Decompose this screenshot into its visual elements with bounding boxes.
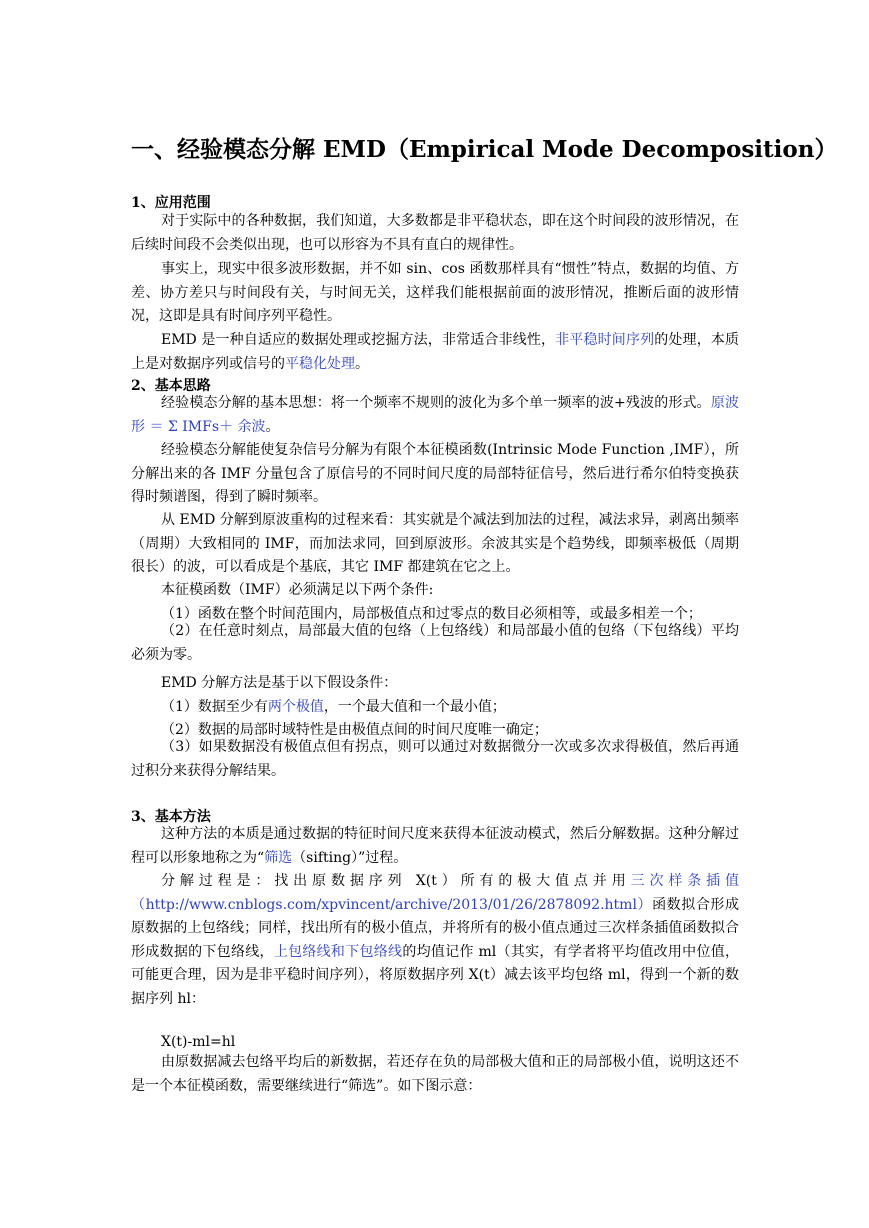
link-formula-imfs[interactable]: 原波形 ＝ Σ IMFs＋ 余波 (131, 395, 740, 435)
paragraph-text: 的均值记作 ml（其实，有学者将平均值改用中位值，可能更合理，因为是非平稳时间序列），将原数据序列 X(t）减去该平均包络 ml，得到一个新的数据序列 hl： (131, 943, 740, 1007)
assumption-text: ，一个最大值和一个最小值； (323, 699, 506, 715)
paragraph-scope-1: 对于实际中的各种数据，我们知道，大多数都是非平稳状态，即在这个时间段的波形情况，在后续时间段不会类似出现，也可以形容为不具有直白的规律性。 (131, 213, 739, 253)
paragraph-text: 函数拟合形成原数据的上包络线；同样，找出所有的极小值点，并将所有的极小值点通过三次样条插值函数拟合形成数据的下包络线， (131, 896, 740, 960)
assumptions-intro: EMD 分解方法是基于以下假设条件： (161, 675, 398, 691)
imf-condition-1: （1）函数在整个时间范围内，局部极值点和过零点的数目必须相等，或最多相差一个； (161, 606, 702, 622)
link-cubic-spline[interactable]: 三次样条插值（http://www.cnblogs.com/xpvincent/archive/2013/01/26/2878092.html） (131, 873, 739, 913)
link-nonstationary-series[interactable]: 非平稳时间序列 (555, 332, 655, 348)
link-sifting[interactable]: 筛选 (264, 849, 293, 866)
link-envelopes[interactable]: 上包络线和下包络线 (273, 943, 403, 960)
link-stationarization[interactable]: 平稳化处理 (285, 355, 355, 372)
assumption-text: （1）数据至少有 (161, 699, 268, 715)
paragraph-text: 。 (265, 418, 280, 435)
paragraph-method-1 (131, 823, 739, 870)
paragraph-method-3: 由原数据减去包络平均后的新数据，若还存在负的局部极大值和正的局部极小值，说明这还不是一个本征模函数，需要继续进行“筛选”。如下图示意： (131, 1054, 739, 1094)
paragraph-text: 。 (355, 355, 369, 372)
assumption-2: （2）数据的局部时域特性是由极值点间的时间尺度唯一确定； (161, 722, 548, 738)
imf-condition-2: （2）在任意时刻点，局部最大值的包络（上包络线）和局部最小值的包络（下包络线）平均必须为零。 (131, 623, 739, 663)
paragraph-text: 这种方法的本质是通过数据的特征时间尺度来获得本征波动模式，然后分解数据。这种分解过程可以形象地称之为“ (131, 826, 739, 866)
formula: X(t)-ml=hl (161, 1034, 236, 1050)
paragraph-text: 的处理，本质上是对数据序列或信号的 (131, 332, 740, 372)
paragraph-idea-3: 从 EMD 分解到原波重构的过程来看：其实就是个减法到加法的过程，减法求异，剥离出频率（周期）大致相同的 IMF，而加法求同，回到原波形。余波其实是个趋势线，即频率极低（周期很长）的波，可以看成是个基底，其它 IMF 都建筑在它之上。 (131, 512, 739, 575)
paragraph-scope-3 (131, 329, 739, 376)
page-title: 一、经验模态分解 EMD（Empirical Mode Decomposition） (131, 136, 838, 163)
paragraph-text: （sifting）”过程。 (292, 849, 408, 866)
assumption-1 (161, 696, 506, 716)
section-heading-scope: 1、应用范围 (131, 195, 211, 211)
section-heading-idea: 2、基本思路 (131, 378, 211, 394)
section-heading-method: 3、基本方法 (131, 809, 211, 825)
paragraph-idea-2: 经验模态分解能使复杂信号分解为有限个本征模函数(Intrinsic Mode Function ,IMF），所分解出来的各 IMF 分量包含了原信号的不同时间尺度的局部特征信号，然后进行希尔伯特变换获得时频谱图，得到了瞬时频率。 (131, 442, 739, 505)
assumption-3: （3）如果数据没有极值点但有拐点，则可以通过对数据微分一次或多次求得极值，然后再通过积分来获得分解结果。 (131, 739, 739, 779)
link-two-extrema[interactable]: 两个极值 (267, 699, 324, 715)
paragraph-idea-1 (131, 392, 739, 439)
paragraph-text: 经验模态分解的基本思想：将一个频率不规则的波化为多个单一频率的波+残波的形式。 (161, 395, 711, 411)
paragraph-text: 分解过程是：找出原数据序列 X(t）所有的极大值点并用 (161, 873, 631, 889)
imf-conditions-intro: 本征模函数（IMF）必须满足以下两个条件: (161, 582, 434, 598)
paragraph-text: EMD 是一种自适应的数据处理或挖掘方法，非常适合非线性， (161, 332, 556, 348)
paragraph-scope-2: 事实上，现实中很多波形数据，并不如 sin、cos 函数那样具有“惯性”特点，数据的均值、方差、协方差只与时间段有关，与时间无关，这样我们能根据前面的波形情况，推断后面的波形情况，这即是具有时间序列平稳性。 (131, 261, 739, 324)
paragraph-method-2 (131, 870, 739, 1011)
